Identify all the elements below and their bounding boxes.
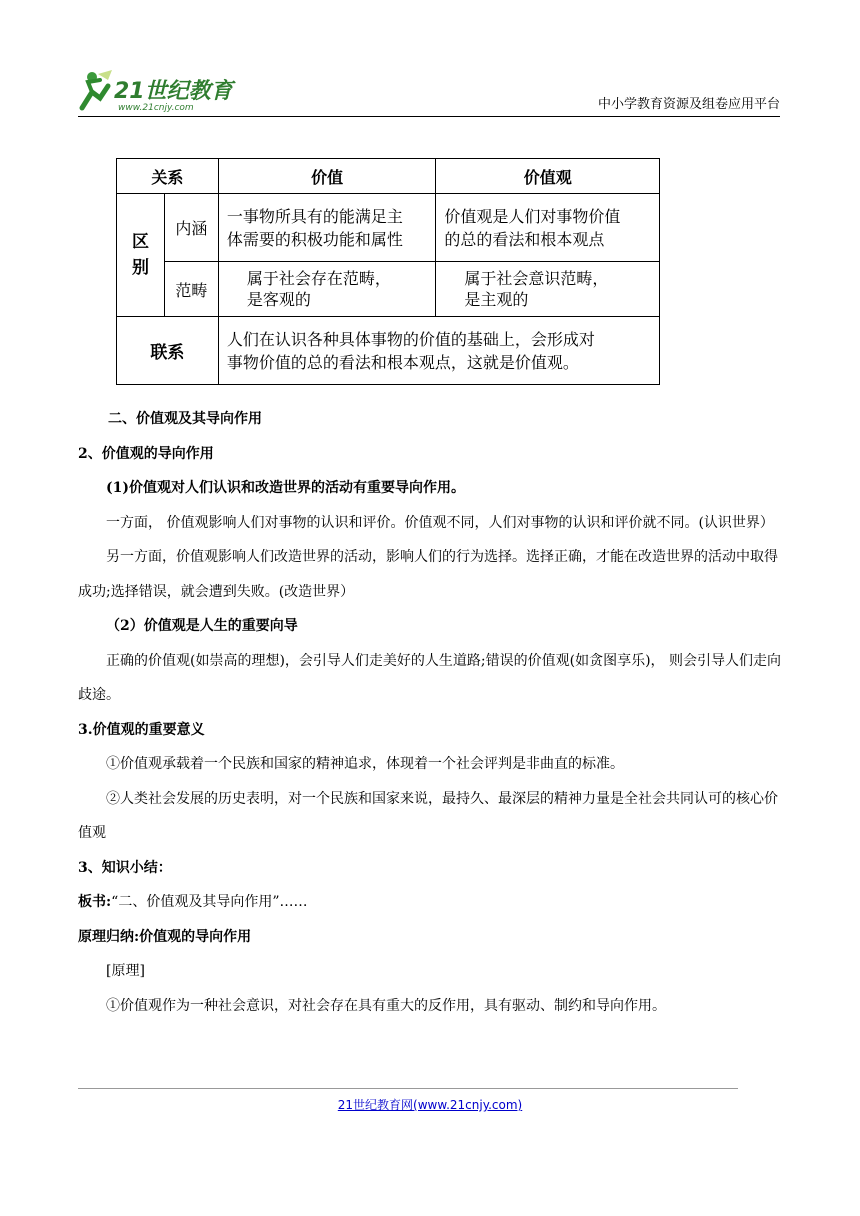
header-value: 价值 [218, 159, 436, 194]
page-footer [0, 1096, 860, 1113]
svg-text:www.21cnjy.com: www.21cnjy.com [118, 103, 194, 112]
principle-label: [原理] [106, 963, 145, 979]
para-significance-2: ②人类社会发展的历史表明，对一个民族和国家来说，最持久、最深层的精神力量是全社会共同认可的核心价值观 [78, 790, 778, 841]
header-values: 价值观 [436, 159, 660, 194]
svg-text:21世纪教育: 21世纪教育 [114, 79, 233, 104]
category-label: 范畴 [164, 262, 218, 317]
connotation-label: 内涵 [164, 194, 218, 262]
header-relation: 关系 [117, 159, 219, 194]
board-note: 板书:“二、价值观及其导向作用”…… [78, 894, 308, 910]
principle-title: 原理归纳:价值观的导向作用 [78, 928, 252, 945]
principle-text: ①价值观作为一种社会意识，对社会存在具有重大的反作用，具有驱动、制约和导向作用。 [106, 997, 666, 1014]
comparison-table [116, 158, 660, 385]
point-1: (1)价值观对人们认识和改造世界的活动有重要导向作用。 [106, 480, 465, 496]
subheading-guidance: 2、价值观的导向作用 [78, 445, 214, 462]
section-heading: 二、价值观及其导向作用 [108, 411, 262, 427]
diff-label: 区别 [117, 194, 165, 317]
category-values: 属于社会意识范畴， 是主观的 [436, 262, 660, 317]
connotation-value: 一事物所具有的能满足主 体需要的积极功能和属性 [218, 194, 436, 262]
subheading-significance: 3.价值观的重要意义 [78, 721, 205, 738]
site-logo [78, 68, 248, 112]
link-label: 联系 [117, 317, 219, 385]
point-2: （2）价值观是人生的重要向导 [106, 618, 298, 634]
lesson-content [78, 402, 782, 1023]
link-text: 人们在认识各种具体事物的价值的基础上，会形成对 事物价值的总的看法和根本观点，这就是价值观。 [218, 317, 659, 385]
platform-name: 中小学教育资源及组卷应用平台 [597, 97, 780, 112]
para-significance-1: ①价值观承载着一个民族和国家的精神追求，体现着一个社会评判是非曲直的标准。 [106, 756, 624, 772]
footer-link[interactable]: 21世纪教育网(www.21cnjy.com) [337, 1098, 523, 1112]
page-header [78, 66, 780, 117]
subheading-summary: 3、知识小结： [78, 859, 172, 876]
para-cognition: 一方面， 价值观影响人们对事物的认识和评价。价值观不同，人们对事物的认识和评价就不同。(认识世界） [106, 514, 774, 531]
footer-divider [78, 1088, 738, 1089]
connotation-values: 价值观是人们对事物价值 的总的看法和根本观点 [436, 194, 660, 262]
category-value: 属于社会存在范畴， 是客观的 [218, 262, 436, 317]
para-life-guide: 正确的价值观(如崇高的理想)，会引导人们走美好的人生道路;错误的价值观(如贪图享乐)， 则会引导人们走向歧途。 [78, 652, 782, 703]
para-practice: 另一方面，价值观影响人们改造世界的活动，影响人们的行为选择。选择正确，才能在改造世界的活动中取得成功;选择错误，就会遭到失败。(改造世界） [78, 549, 778, 600]
